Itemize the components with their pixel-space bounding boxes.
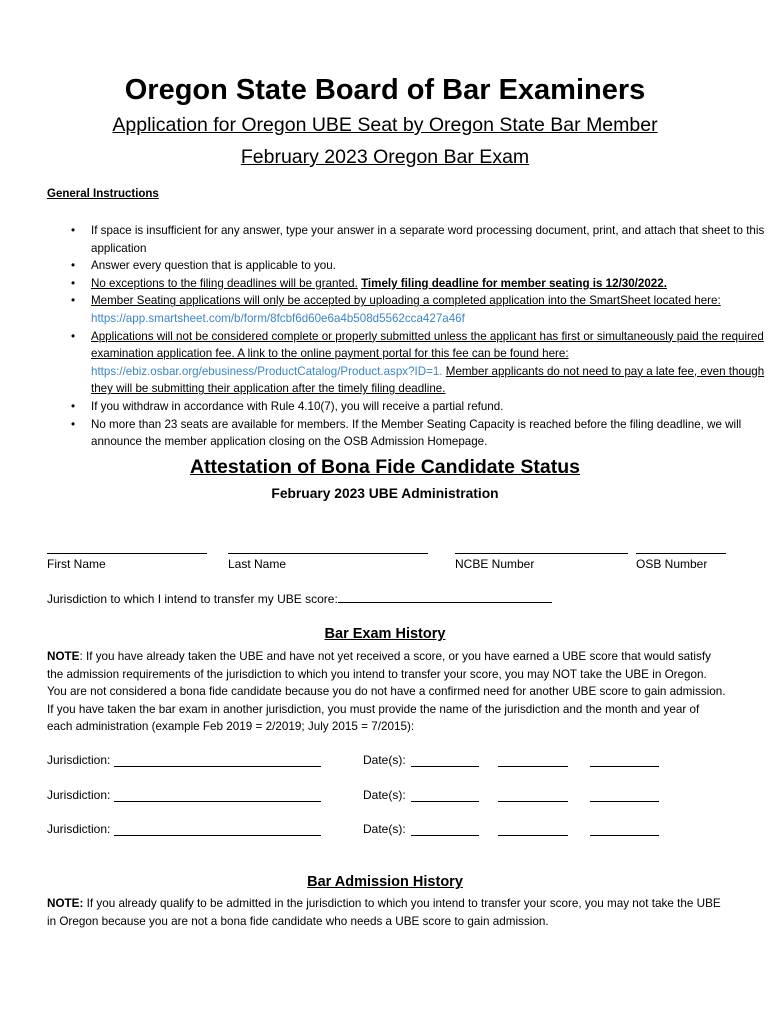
smartsheet-link[interactable]: https://app.smartsheet.com/b/form/8fcbf6d60e6a4b508d5562cca427a46f (91, 311, 465, 325)
jurisdiction-transfer-label: Jurisdiction to which I intend to transfer my UBE score: (47, 592, 338, 606)
date-field[interactable] (590, 766, 659, 767)
page-title: Oregon State Board of Bar Examiners (124, 74, 646, 106)
instructions-list (47, 222, 770, 451)
instruction-text: If you withdraw in accordance with Rule 4.10(7), you will receive a partial refund. (91, 399, 504, 413)
last-name-field[interactable] (228, 553, 428, 554)
jurisdiction-label: Jurisdiction: (47, 788, 111, 802)
exam-subtitle: February 2023 Oregon Bar Exam (240, 146, 530, 168)
jurisdiction-transfer-field[interactable] (338, 592, 552, 603)
list-item (91, 275, 770, 293)
instruction-text: No more than 23 seats are available for members. If the Member Seating Capacity is reached before the filing deadline, we will announce the member application closing on the OSB Admission Homepage. (91, 417, 742, 449)
first-name-field[interactable] (47, 553, 207, 554)
list-item (91, 398, 770, 416)
bar-exam-history-note (47, 648, 727, 736)
list-item (91, 416, 770, 451)
osb-number-label: OSB Number (636, 557, 708, 571)
instruction-text: If space is insufficient for any answer, type your answer in a separate word processing document, print, and attach that sheet to this application (91, 224, 765, 255)
note-label: NOTE: (47, 897, 84, 910)
date-field[interactable] (411, 801, 479, 802)
date-field[interactable] (590, 801, 659, 802)
list-item (91, 292, 770, 327)
date-field[interactable] (498, 801, 568, 802)
instruction-text: Member Seating applications will only be accepted by uploading a completed application into the SmartSheet located here: (91, 294, 721, 308)
date-field[interactable] (411, 835, 479, 836)
instruction-text: Applications will not be considered complete or properly submitted unless the applicant has first or simultaneously paid the required examination application fee. A link to the online payment portal for this fee can be found here: (91, 329, 764, 361)
list-item (91, 222, 770, 257)
note-label: NOTE (47, 650, 80, 663)
note-text: If you already qualify to be admitted in the jurisdiction to which you intend to transfer your score, you may not take the UBE in Oregon because you are not a bona fide candidate who needs a UBE score to gain admission. (47, 897, 721, 928)
ncbe-number-field[interactable] (455, 553, 628, 554)
list-item (91, 257, 770, 275)
list-item (91, 328, 770, 398)
payment-portal-link[interactable]: https://ebiz.osbar.org/ebusiness/ProductCatalog/Product.aspx?ID=1. (91, 364, 443, 378)
dates-label: Date(s): (363, 822, 406, 836)
bar-exam-history-heading: Bar Exam History (324, 626, 446, 642)
dates-label: Date(s): (363, 753, 406, 767)
filing-deadline: Timely filing deadline for member seating is 12/30/2022. (361, 276, 667, 290)
date-field[interactable] (590, 835, 659, 836)
instruction-text: No exceptions to the filing deadlines will be granted. (91, 276, 358, 290)
jurisdiction-label: Jurisdiction: (47, 822, 111, 836)
attestation-heading: Attestation of Bona Fide Candidate Status (189, 456, 581, 478)
date-field[interactable] (411, 766, 479, 767)
bar-admission-history-note (47, 895, 727, 930)
date-field[interactable] (498, 835, 568, 836)
jurisdiction-transfer-row (47, 592, 552, 606)
note-text: : If you have already taken the UBE and have not yet received a score, or you have earned a UBE score that would satisfy the admission requirements of the jurisdiction to which you intend to transfer your score, you may NOT take the UBE in Oregon. You are not considered a bona fide candidate because you do not have a confirmed need for another UBE score to gain admission. If you have taken the bar exam in another jurisdiction, you must provide the name of the jurisdiction and the month and year of each administration (example Feb 2019 = 2/2019; July 2015 = 7/2015): (47, 650, 726, 733)
bar-admission-history-heading: Bar Admission History (307, 874, 463, 890)
attestation-subheading: February 2023 UBE Administration (271, 486, 499, 501)
general-instructions-heading: General Instructions (47, 188, 159, 200)
first-name-label: First Name (47, 557, 106, 571)
page-subtitle: Application for Oregon UBE Seat by Oregon State Bar Member (112, 114, 658, 136)
jurisdiction-field[interactable] (114, 835, 321, 836)
jurisdiction-field[interactable] (114, 766, 321, 767)
last-name-label: Last Name (228, 557, 287, 571)
date-field[interactable] (498, 766, 568, 767)
ncbe-number-label: NCBE Number (455, 557, 535, 571)
dates-label: Date(s): (363, 788, 406, 802)
instruction-text: Member applicants do not need to pay a late fee, even though they will be submitting their application after the timely filing deadline. (91, 364, 765, 396)
osb-number-field[interactable] (636, 553, 726, 554)
instruction-text: Answer every question that is applicable to you. (91, 259, 336, 273)
jurisdiction-field[interactable] (114, 801, 321, 802)
jurisdiction-label: Jurisdiction: (47, 753, 111, 767)
